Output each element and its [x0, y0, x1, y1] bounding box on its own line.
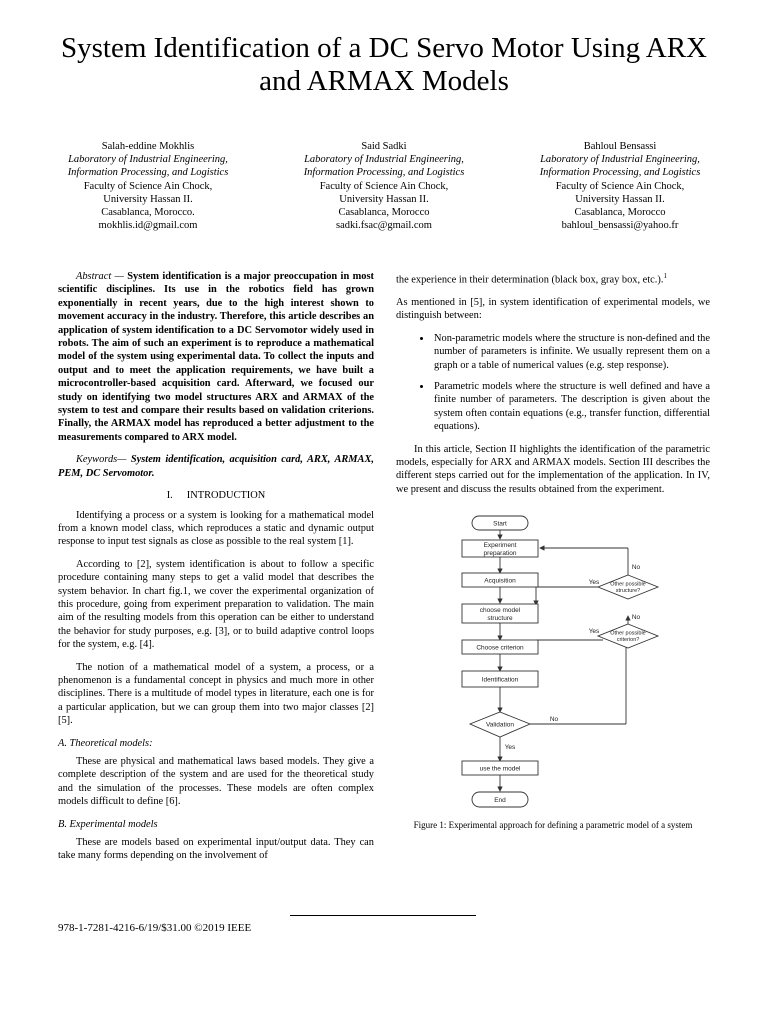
author-block [48, 140, 720, 232]
experimental-models-paragraph: These are models based on experimental input/output data. They can take many forms depending on the involvement of [58, 837, 374, 862]
flow-no-label: No [549, 716, 559, 724]
flow-yes-label: Yes [504, 744, 516, 752]
author-city: Casablanca, Morocco [574, 207, 666, 219]
continuation-paragraph [396, 270, 710, 287]
author-affiliation: Information Processing, and Logistics [67, 167, 229, 179]
keywords-label: Keywords— [76, 454, 127, 466]
continuation-text: the experience in their determination (black box, gray box, etc.). [396, 274, 664, 286]
author-university: University Hassan II. [103, 193, 193, 205]
model-types-list [396, 332, 710, 434]
flow-label: structure [487, 615, 513, 623]
author-city: Casablanca, Morocco. [101, 207, 195, 219]
section-number: I. [166, 490, 173, 502]
author-email: sadki.fsac@gmail.com [336, 220, 432, 232]
flow-yes-label: Yes [588, 579, 600, 587]
section-heading-introduction [58, 489, 374, 502]
author-faculty: Faculty of Science Ain Chock, [319, 180, 449, 192]
author-affiliation: Laboratory of Industrial Engineering, [540, 154, 700, 166]
author-affiliation: Information Processing, and Logistics [539, 167, 701, 179]
author-email: bahloul_bensassi@yahoo.fr [561, 220, 679, 232]
paper-title: System Identification of a DC Servo Motor Using ARX and ARMAX Models [60, 32, 707, 97]
flow-label: criterion? [616, 637, 640, 644]
author-faculty: Faculty of Science Ain Chock, [83, 180, 213, 192]
footer-divider [290, 915, 476, 916]
author-3 [520, 140, 720, 232]
author-affiliation: Laboratory of Industrial Engineering, [68, 154, 228, 166]
flow-label: use the model [479, 765, 521, 773]
author-2 [284, 140, 484, 232]
footnote-mark: 1 [663, 272, 667, 280]
flow-label: Experiment [483, 542, 517, 550]
abstract-label: Abstract — [76, 271, 124, 282]
abstract [58, 270, 374, 444]
flow-label: structure? [615, 588, 641, 595]
flow-label: Identification [481, 676, 519, 684]
author-1 [48, 140, 248, 232]
author-university: University Hassan II. [339, 193, 429, 205]
intro-paragraph-1: Identifying a process or a system is looking for a mathematical model from a known model class, which reproduces a static and dynamic output response to input test signals as close as possible to the real system [1]. [58, 509, 374, 548]
section-title-initial: I [186, 490, 191, 502]
flow-no-label: No [631, 614, 641, 622]
intro-paragraph-3: The notion of a mathematical model of a system, a process, or a phenomenon is a fundamental concept in physics and much more in other disciplines. There is a multitude of model types in literature, each one is for a particular application, but we can group them into two major classes [2] [5]. [58, 661, 374, 727]
author-email: mokhlis.id@gmail.com [98, 220, 198, 232]
subsection-heading-experimental: B. Experimental models [58, 818, 158, 830]
intro-paragraph-2: According to [2], system identification is about to follow a specific procedure containing many steps to get a valid model that describes the system behavior. In chart fig.1, we cover the experimental organization of this procedure, going from experiment preparation to validation. The main aim of the resulting models from this operation can be either to understand the behavior for study purposes, e.g. [3], or to build adaptive control loops for the system, e.g. [4]. [58, 558, 374, 651]
author-name: Salah-eddine Mokhlis [101, 141, 195, 152]
author-name: Bahloul Bensassi [583, 141, 657, 152]
footer-copyright: 978-1-7281-4216-6/19/$31.00 ©2019 IEEE [58, 922, 252, 934]
flow-yes-label: Yes [588, 628, 600, 636]
author-faculty: Faculty of Science Ain Chock, [555, 180, 685, 192]
author-name: Said Sadki [361, 141, 407, 152]
flow-label: preparation [483, 550, 517, 558]
flow-label: Other possible [610, 630, 646, 637]
right-paragraph-2: In this article, Section II highlights the identification of the parametric models, especially for ARX and ARMAX models. Section III describes the different steps carried out for the implementation of the application. In IV, we present and discuss the results obtained from the experiment. [396, 443, 710, 495]
flowchart-figure [396, 511, 710, 811]
left-column [58, 270, 374, 872]
author-university: University Hassan II. [575, 193, 665, 205]
right-column [396, 270, 710, 831]
flow-label: Start [493, 520, 507, 528]
keywords-text: System identification, acquisition card, ARX, ARMAX, PEM, DC Servomotor. [58, 454, 374, 479]
section-title-rest: NTRODUCTION [190, 490, 266, 502]
flow-label: Choose criterion [476, 644, 524, 652]
flow-no-label: No [631, 564, 641, 572]
author-affiliation: Laboratory of Industrial Engineering, [304, 154, 464, 166]
abstract-text: System identification is a major preoccupation in most scientific disciplines. Its use in the robotics field has grown exponentially in recent years, due to the high interest shown to movement accuracy in the industry. Therefore, this article describes an application of system identification to a DC Servomotor widely used in robots. The aim of such an experiment is to reproduce a mathematical model of the system using experimental data. To collect the inputs and output and to meet the application requirements, we have built a microcontroller-based acquisition card. Afterward, we focused our study on identifying two model structures ARX and ARMAX of the system to test and compare their results based on validation criterions. Finally, the ARMAX model has reproduced a better adjustment to the measurements compared to ARX model. [58, 271, 374, 443]
right-paragraph-1: As mentioned in [5], in system identification of experimental models, we distinguish between: [396, 296, 710, 322]
list-item: • Parametric models where the structure is well defined and have a finite number of parameters. The description is given about the system often contain equations (e.g., transfer function, differential equations). [432, 380, 710, 434]
subsection-heading-theoretical: A. Theoretical models: [58, 737, 153, 749]
flow-label: Validation [485, 721, 515, 729]
flow-label: Acquisition [484, 577, 516, 585]
flow-label: End [494, 797, 506, 805]
figure-caption: Figure 1: Experimental approach for defining a parametric model of a system [413, 819, 693, 830]
author-city: Casablanca, Morocco [338, 207, 430, 219]
keywords [58, 453, 374, 480]
flow-label: choose model [479, 607, 521, 615]
flow-label: Other possible [610, 581, 646, 588]
author-affiliation: Information Processing, and Logistics [303, 167, 465, 179]
list-item: • Non-parametric models where the structure is non-defined and the number of parameters is infinite. We usually represent them on a graph or a table of numerical values (e.g. step response). [432, 332, 710, 372]
theoretical-models-paragraph: These are physical and mathematical laws based models. They give a complete description of the system and are used for the theoretical study and the simulation of the processes. These models are often complex models difficult to define [6]. [58, 756, 374, 808]
